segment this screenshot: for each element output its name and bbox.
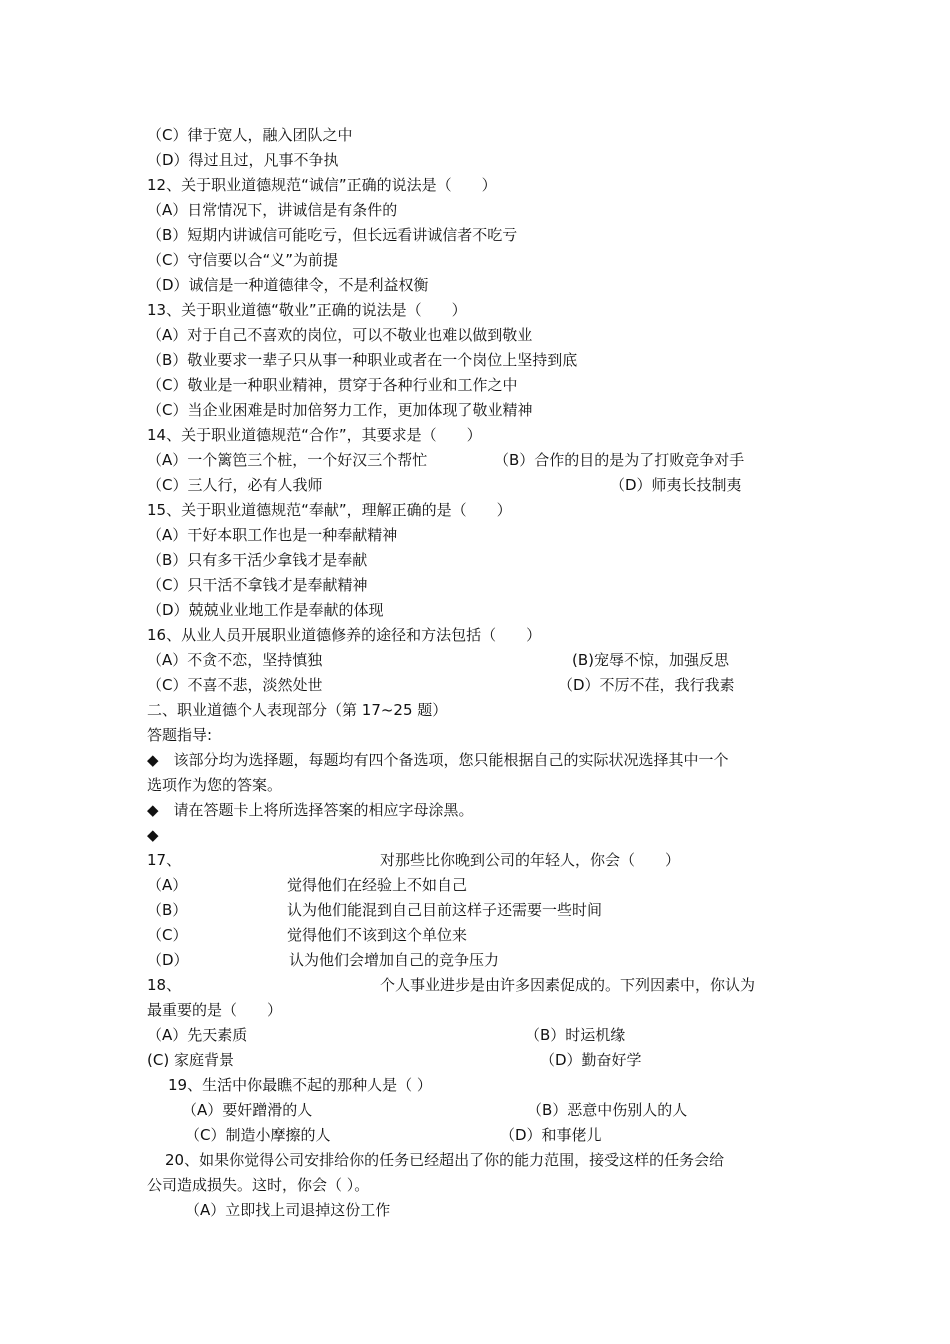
q12-option-c: （C）守信要以合“义”为前提 [147, 251, 339, 269]
q13-option-c: （C）敬业是一种职业精神，贯穿于各种行业和工作之中 [147, 376, 518, 394]
q12-option-b: （B）短期内讲诚信可能吃亏，但长远看讲诚信者不吃亏 [147, 226, 518, 244]
q20-option-a: （A）立即找上司退掉这份工作 [185, 1201, 391, 1219]
q17-option-c: 觉得他们不该到这个单位来 [287, 926, 468, 944]
q15-option-b: （B）只有多干活少拿钱才是奉献 [147, 551, 368, 569]
q17-option-c-letter: （C） [147, 926, 188, 944]
instruction-bullet-3: ◆ [147, 826, 159, 844]
q17-number: 17、 [147, 851, 182, 869]
q13-option-a: （A）对于自己不喜欢的岗位，可以不敬业也难以做到敬业 [147, 326, 533, 344]
q13-option-b: （B）敬业要求一辈子只从事一种职业或者在一个岗位上坚持到底 [147, 351, 578, 369]
section-two-heading: 二、职业道德个人表现部分（第 17~25 题） [147, 701, 448, 719]
q19-option-d: （D）和事佬儿 [500, 1126, 602, 1144]
q14-option-c: （C）三人行，必有人我师 [147, 476, 323, 494]
q14-option-a: （A）一个篱笆三个桩，一个好汉三个帮忙 [147, 451, 428, 469]
q17-option-a: 觉得他们在经验上不如自己 [287, 876, 468, 894]
instruction-bullet-1: ◆ 该部分均为选择题，每题均有四个备选项，您只能根据自己的实际状况选择其中一个 [147, 751, 729, 769]
q17-option-b: 认为他们能混到自己目前这样子还需要一些时间 [287, 901, 603, 919]
q18-number: 18、 [147, 976, 182, 994]
q18-option-a: （A）先天素质 [147, 1026, 248, 1044]
q19-stem: 19、生活中你最瞧不起的那种人是（ ） [168, 1076, 432, 1094]
q12-stem: 12、关于职业道德规范“诚信”正确的说法是（ ） [147, 176, 497, 194]
q16-stem: 16、从业人员开展职业道德修养的途径和方法包括（ ） [147, 626, 542, 644]
q18-option-b: （B）时运机缘 [525, 1026, 626, 1044]
q17-stem: 对那些比你晚到公司的年轻人，你会（ ） [380, 851, 681, 869]
q11-option-c: （C）律于宽人，融入团队之中 [147, 126, 353, 144]
q16-option-d: （D）不厉不荏，我行我素 [558, 676, 735, 694]
q15-option-a: （A）干好本职工作也是一种奉献精神 [147, 526, 398, 544]
q18-option-c: (C) 家庭背景 [147, 1051, 234, 1069]
q15-stem: 15、关于职业道德规范“奉献”，理解正确的是（ ） [147, 501, 512, 519]
q16-option-a: （A）不贪不恋，坚持慎独 [147, 651, 323, 669]
q20-stem-cont: 公司造成损失。这时，你会（ ）。 [147, 1176, 370, 1194]
q14-option-b: （B）合作的目的是为了打败竞争对手 [494, 451, 745, 469]
q13-stem: 13、关于职业道德“敬业”正确的说法是（ ） [147, 301, 467, 319]
q19-option-c: （C）制造小摩擦的人 [185, 1126, 331, 1144]
q17-option-a-letter: （A） [147, 876, 188, 894]
q20-stem: 20、如果你觉得公司安排给你的任务已经超出了你的能力范围，接受这样的任务会给 [165, 1151, 725, 1169]
q11-option-d: （D）得过且过，凡事不争执 [147, 151, 339, 169]
q18-option-d: （D）勤奋好学 [540, 1051, 642, 1069]
q13-option-d: （C）当企业困难是时加倍努力工作，更加体现了敬业精神 [147, 401, 533, 419]
q15-option-d: （D）兢兢业业地工作是奉献的体现 [147, 601, 384, 619]
q16-option-b: (B)宠辱不惊，加强反思 [572, 651, 729, 669]
q19-option-b: （B）恶意中伤别人的人 [527, 1101, 688, 1119]
q14-stem: 14、关于职业道德规范“合作”，其要求是（ ） [147, 426, 482, 444]
q12-option-a: （A）日常情况下，讲诚信是有条件的 [147, 201, 398, 219]
q14-option-d: （D）师夷长技制夷 [610, 476, 742, 494]
q19-option-a: （A）要奸蹭滑的人 [182, 1101, 313, 1119]
q17-option-d-letter: （D） [147, 951, 189, 969]
instruction-bullet-2: ◆ 请在答题卡上将所选择答案的相应字母涂黑。 [147, 801, 474, 819]
q15-option-c: （C）只干活不拿钱才是奉献精神 [147, 576, 368, 594]
q17-option-d: 认为他们会增加自己的竞争压力 [289, 951, 500, 969]
q18-stem: 个人事业进步是由许多因素促成的。下列因素中，你认为 [380, 976, 756, 994]
q17-option-b-letter: （B） [147, 901, 188, 919]
q18-stem-cont: 最重要的是（ ） [147, 1001, 283, 1019]
instructions-heading: 答题指导: [147, 726, 213, 744]
instruction-bullet-1-cont: 选项作为您的答案。 [147, 776, 283, 794]
q16-option-c: （C）不喜不悲，淡然处世 [147, 676, 323, 694]
q12-option-d: （D）诚信是一种道德律令，不是利益权衡 [147, 276, 429, 294]
